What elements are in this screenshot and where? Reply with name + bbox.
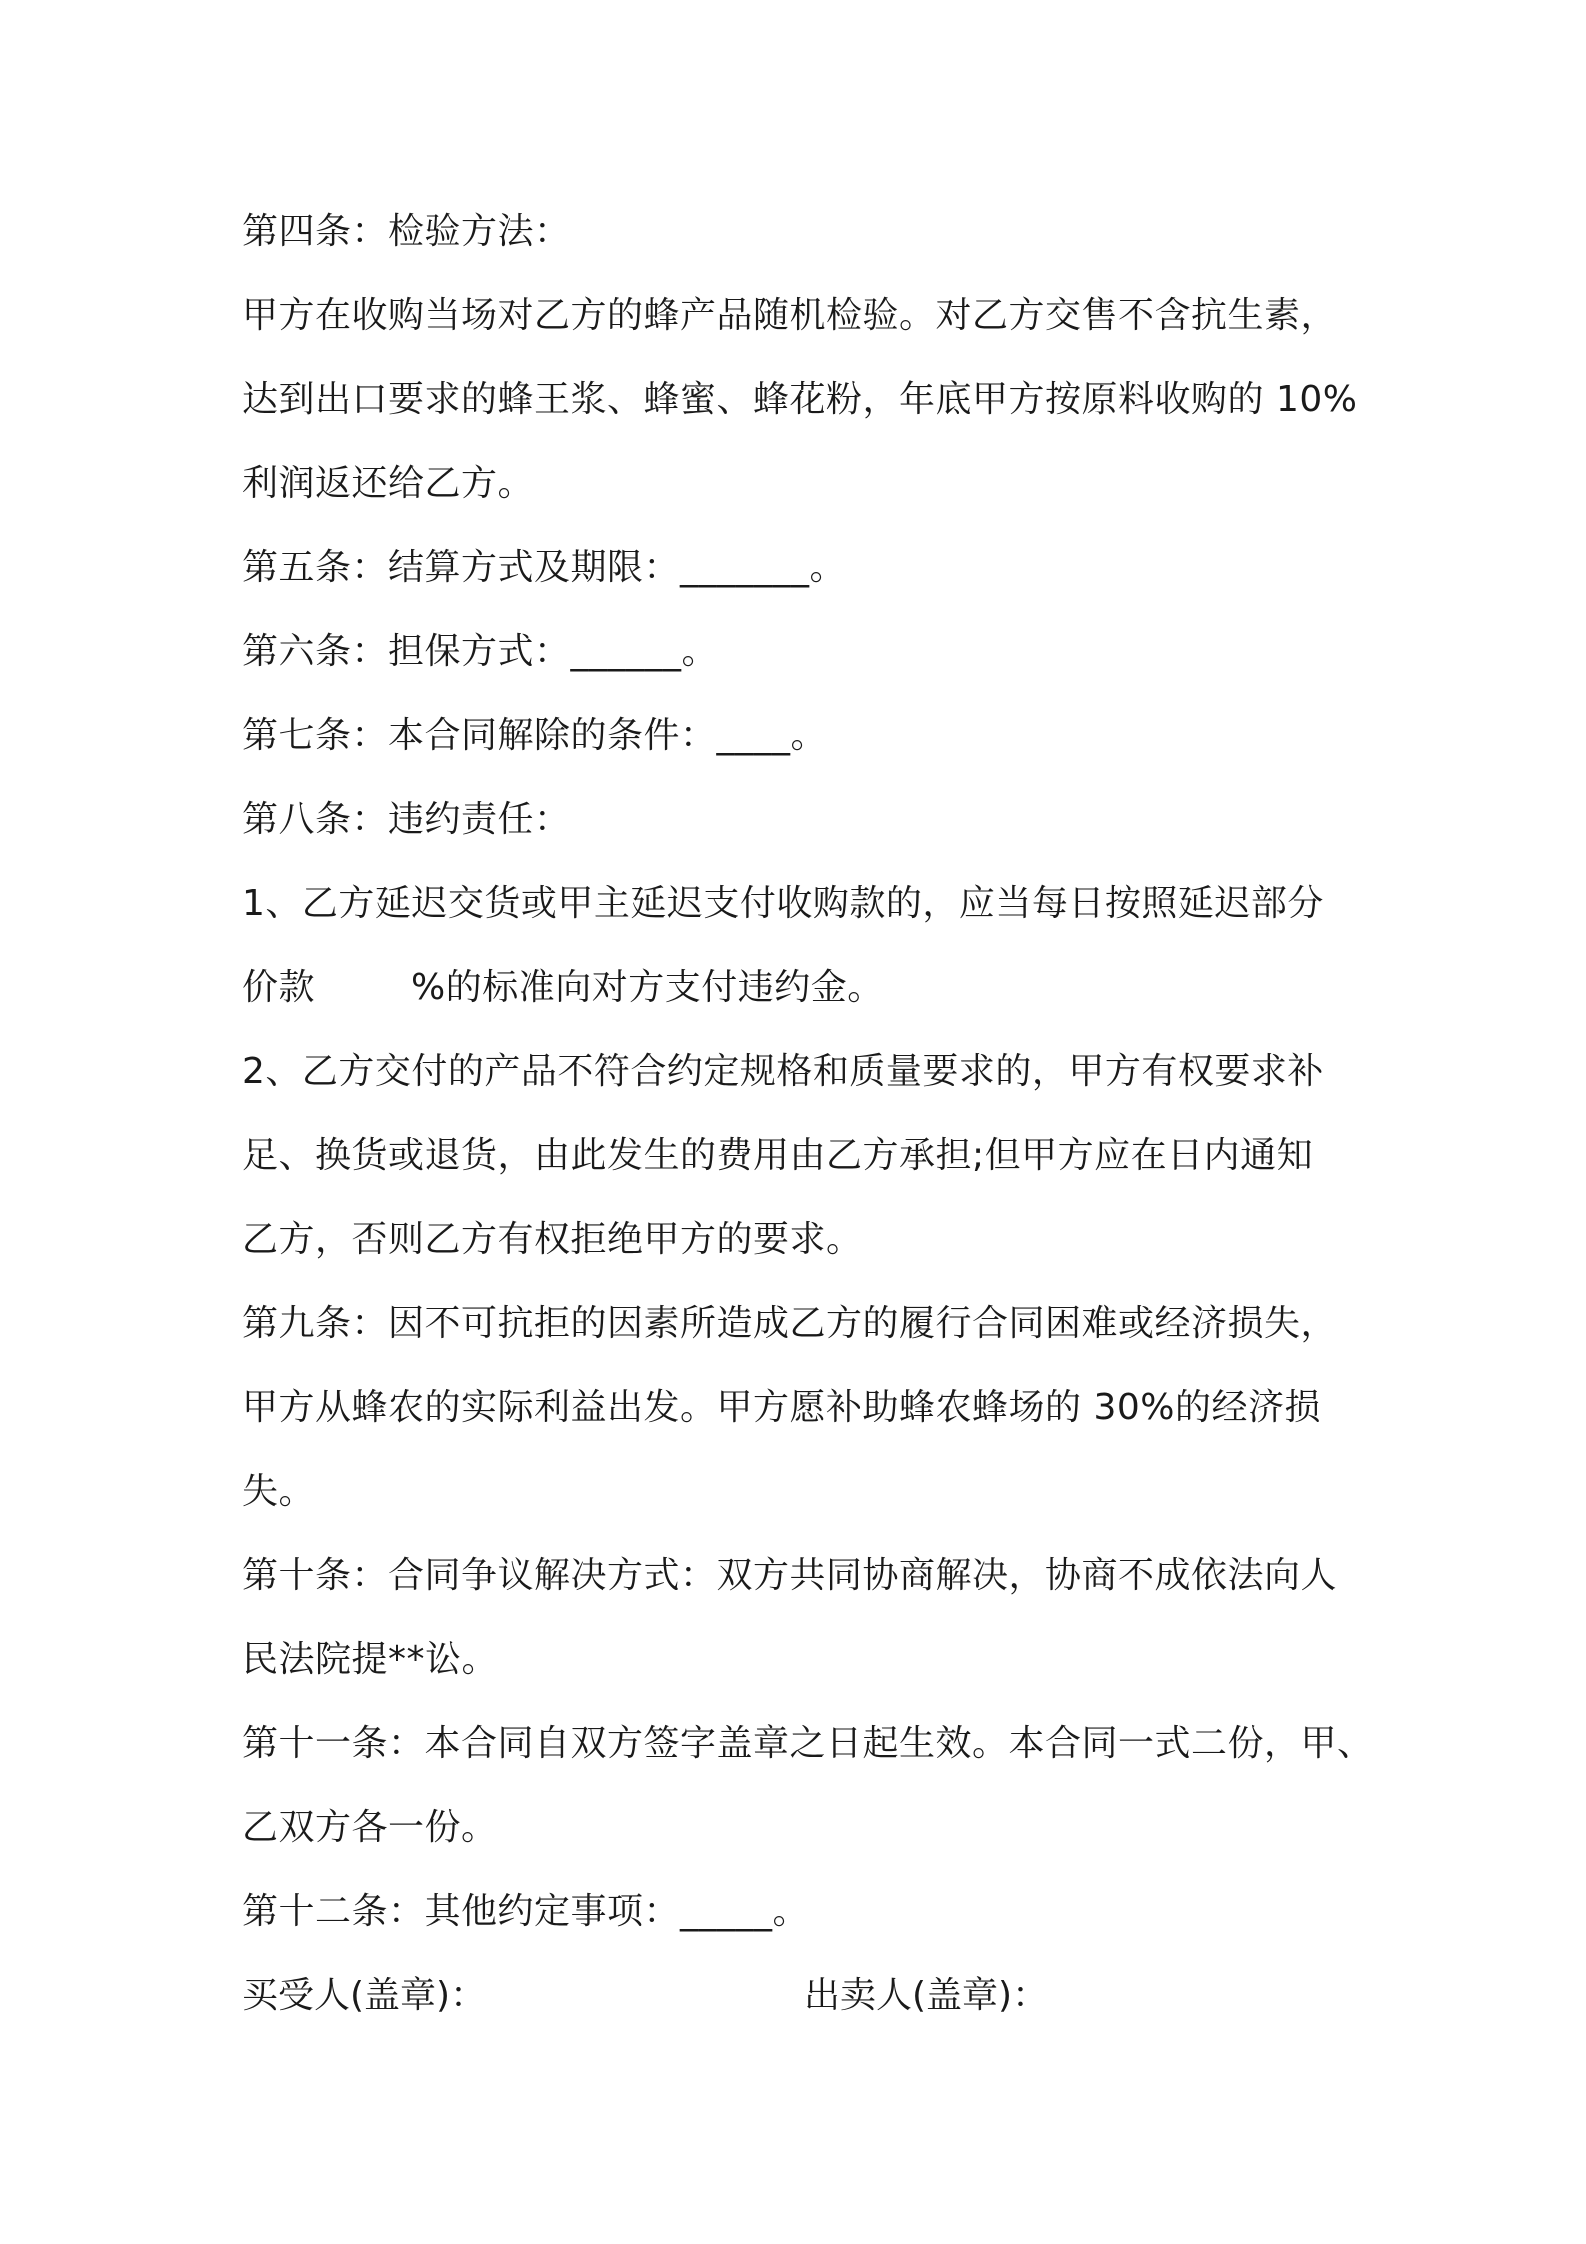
article-11-line-2: 乙双方各一份。 <box>242 1807 498 1848</box>
article-4-text-line-3: 利润返还给乙方。 <box>242 463 535 504</box>
article-9-line-1: 第九条：因不可抗拒的因素所造成乙方的履行合同困难或经济损失， <box>242 1303 1338 1344</box>
article-6: 第六条：担保方式：______。 <box>242 631 719 672</box>
article-4-text-line-2: 达到出口要求的蜂王浆、蜂蜜、蜂花粉，年底甲方按原料收购的 10% <box>242 379 1358 420</box>
article-8-item-1-line-2 <box>242 946 1362 1030</box>
seller-signature-label: 出卖人(盖章)： <box>804 1975 1049 2016</box>
article-8-item-2-line-1: 2、乙方交付的产品不符合约定规格和质量要求的，甲方有权要求补 <box>242 1051 1324 1092</box>
article-4-heading: 第四条：检验方法： <box>242 211 571 252</box>
price-suffix: %的标准向对方支付违约金。 <box>411 967 884 1008</box>
article-10-line-1: 第十条：合同争议解决方式：双方共同协商解决，协商不成依法向人 <box>242 1555 1338 1596</box>
buyer-signature-label: 买受人(盖章)： <box>242 1975 487 2016</box>
article-10-line-2: 民法院提**讼。 <box>242 1639 499 1680</box>
article-5: 第五条：结算方式及期限：_______。 <box>242 547 847 588</box>
article-8-heading: 第八条：违约责任： <box>242 799 571 840</box>
article-4-text-line-1: 甲方在收购当场对乙方的蜂产品随机检验。对乙方交售不含抗生素， <box>242 295 1338 336</box>
article-9-line-2: 甲方从蜂农的实际利益出发。甲方愿补助蜂农蜂场的 30%的经济损 <box>242 1387 1321 1428</box>
article-9-line-3: 失。 <box>242 1471 316 1512</box>
article-11-line-1: 第十一条：本合同自双方签字盖章之日起生效。本合同一式二份，甲、 <box>242 1723 1374 1764</box>
article-8-item-2-line-3: 乙方，否则乙方有权拒绝甲方的要求。 <box>242 1219 863 1260</box>
signature-row <box>242 1954 1362 2038</box>
article-8-item-2-line-2: 足、换货或退货，由此发生的费用由乙方承担;但甲方应在日内通知 <box>242 1135 1314 1176</box>
article-8-item-1-line-1: 1、乙方延迟交货或甲主延迟支付收购款的，应当每日按照延迟部分 <box>242 883 1324 924</box>
article-7: 第七条：本合同解除的条件：____。 <box>242 715 828 756</box>
contract-body <box>242 190 1374 2038</box>
article-12: 第十二条：其他约定事项：_____。 <box>242 1891 810 1932</box>
price-prefix: 价款 <box>242 967 316 1008</box>
